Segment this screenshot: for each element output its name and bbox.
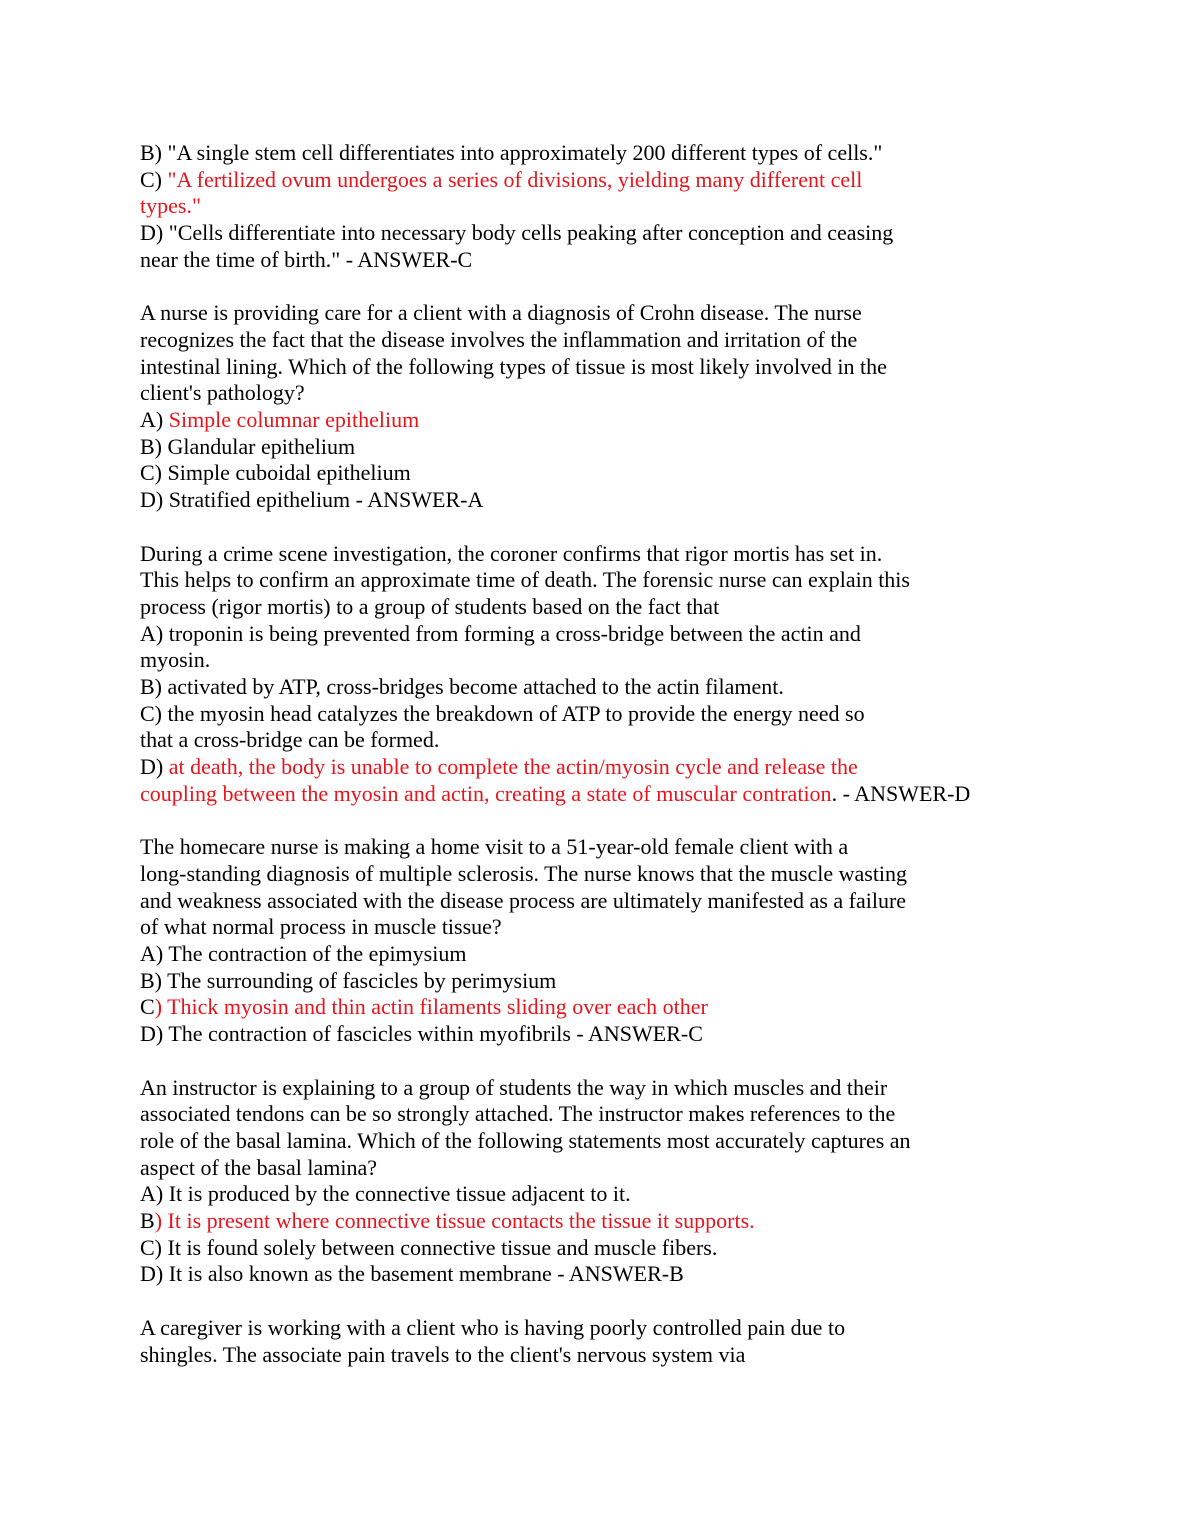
option-d: D) It is also known as the basement membrane - ANSWER-B xyxy=(140,1261,684,1287)
option-c: C) It is found solely between connective tissue and muscle fibers. xyxy=(140,1234,718,1260)
option-c-continued: that a cross-bridge can be formed. xyxy=(140,727,440,753)
correct-answer-text: ) It is present where connective tissue contacts the tissue it supports. xyxy=(154,1208,755,1234)
question-stem: recognizes the fact that the disease involves the inflammation and irritation of the xyxy=(140,326,858,352)
correct-answer-text: Simple columnar epithelium xyxy=(168,407,420,433)
option-c xyxy=(140,994,1040,1021)
question-stem: A nurse is providing care for a client with a diagnosis of Crohn disease. The nurse xyxy=(140,300,862,326)
correct-answer-text-continued: types." xyxy=(140,193,201,219)
option-d xyxy=(140,754,1040,781)
question-block-rigor-mortis xyxy=(140,541,1040,808)
question-block-stem-cells xyxy=(140,140,1040,274)
option-b: B) "A single stem cell differentiates into approximately 200 different types of cells." xyxy=(140,140,883,165)
question-block-shingles xyxy=(140,1315,1040,1368)
question-stem: and weakness associated with the disease process are ultimately manifested as a failure xyxy=(140,887,907,913)
correct-answer-text: "A fertilized ovum undergoes a series of divisions, yielding many different cell xyxy=(167,166,863,192)
option-d-continued xyxy=(140,781,1040,808)
option-a-continued: myosin. xyxy=(140,647,211,673)
option-b: B) The surrounding of fascicles by perimysium xyxy=(140,967,557,993)
question-stem: A caregiver is working with a client who is having poorly controlled pain due to xyxy=(140,1314,846,1340)
question-stem: This helps to confirm an approximate time of death. The forensic nurse can explain this xyxy=(140,567,910,593)
option-b: B) Glandular epithelium xyxy=(140,433,356,459)
option-c xyxy=(140,167,1040,194)
option-a: A) The contraction of the epimysium xyxy=(140,941,467,967)
question-stem: An instructor is explaining to a group of students the way in which muscles and their xyxy=(140,1074,888,1100)
question-stem: associated tendons can be so strongly attached. The instructor makes references to the xyxy=(140,1101,896,1127)
question-block-crohn xyxy=(140,300,1040,514)
option-a: A) troponin is being prevented from forming a cross-bridge between the actin and xyxy=(140,620,861,646)
question-stem: role of the basal lamina. Which of the following statements most accurately captures an xyxy=(140,1127,911,1153)
option-b: B) activated by ATP, cross-bridges become attached to the actin filament. xyxy=(140,674,784,700)
option-label: B xyxy=(140,1208,155,1234)
correct-answer-text: ) Thick myosin and thin actin filaments sliding over each other xyxy=(154,994,708,1020)
question-stem: During a crime scene investigation, the coroner confirms that rigor mortis has set in. xyxy=(140,540,883,566)
question-stem: intestinal lining. Which of the following types of tissue is most likely involved in the xyxy=(140,353,887,379)
question-stem: The homecare nurse is making a home visit to a 51-year-old female client with a xyxy=(140,834,849,860)
question-block-basal-lamina xyxy=(140,1075,1040,1289)
correct-answer-text: at death, the body is unable to complete the actin/myosin cycle and release the xyxy=(168,754,858,780)
option-label: C) xyxy=(140,166,168,192)
option-c: C) the myosin head catalyzes the breakdown of ATP to provide the energy need so xyxy=(140,700,865,726)
correct-answer-text-continued: coupling between the myosin and actin, creating a state of muscular contration xyxy=(140,780,832,806)
option-c: C) Simple cuboidal epithelium xyxy=(140,460,411,486)
option-d-continued: near the time of birth." - ANSWER-C xyxy=(140,246,473,272)
option-a: A) It is produced by the connective tissue adjacent to it. xyxy=(140,1181,631,1207)
question-stem: shingles. The associate pain travels to the client's nervous system via xyxy=(140,1341,746,1367)
option-label: A) xyxy=(140,407,169,433)
option-d: D) Stratified epithelium - ANSWER-A xyxy=(140,487,484,513)
option-label: D) xyxy=(140,754,169,780)
question-block-multiple-sclerosis xyxy=(140,834,1040,1048)
question-stem: aspect of the basal lamina? xyxy=(140,1154,378,1180)
question-stem: client's pathology? xyxy=(140,380,305,406)
option-a xyxy=(140,407,1040,434)
option-d: D) The contraction of fascicles within myofibrils - ANSWER-C xyxy=(140,1021,703,1047)
option-b xyxy=(140,1208,1040,1235)
question-stem: process (rigor mortis) to a group of students based on the fact that xyxy=(140,593,720,619)
answer-key: . - ANSWER-D xyxy=(831,780,971,806)
document-page xyxy=(140,140,1040,1395)
question-stem: of what normal process in muscle tissue? xyxy=(140,914,502,940)
question-stem: long-standing diagnosis of multiple sclerosis. The nurse knows that the muscle wasting xyxy=(140,860,908,886)
option-d: D) "Cells differentiate into necessary body cells peaking after conception and ceasing xyxy=(140,220,894,246)
option-label: C xyxy=(140,994,155,1020)
